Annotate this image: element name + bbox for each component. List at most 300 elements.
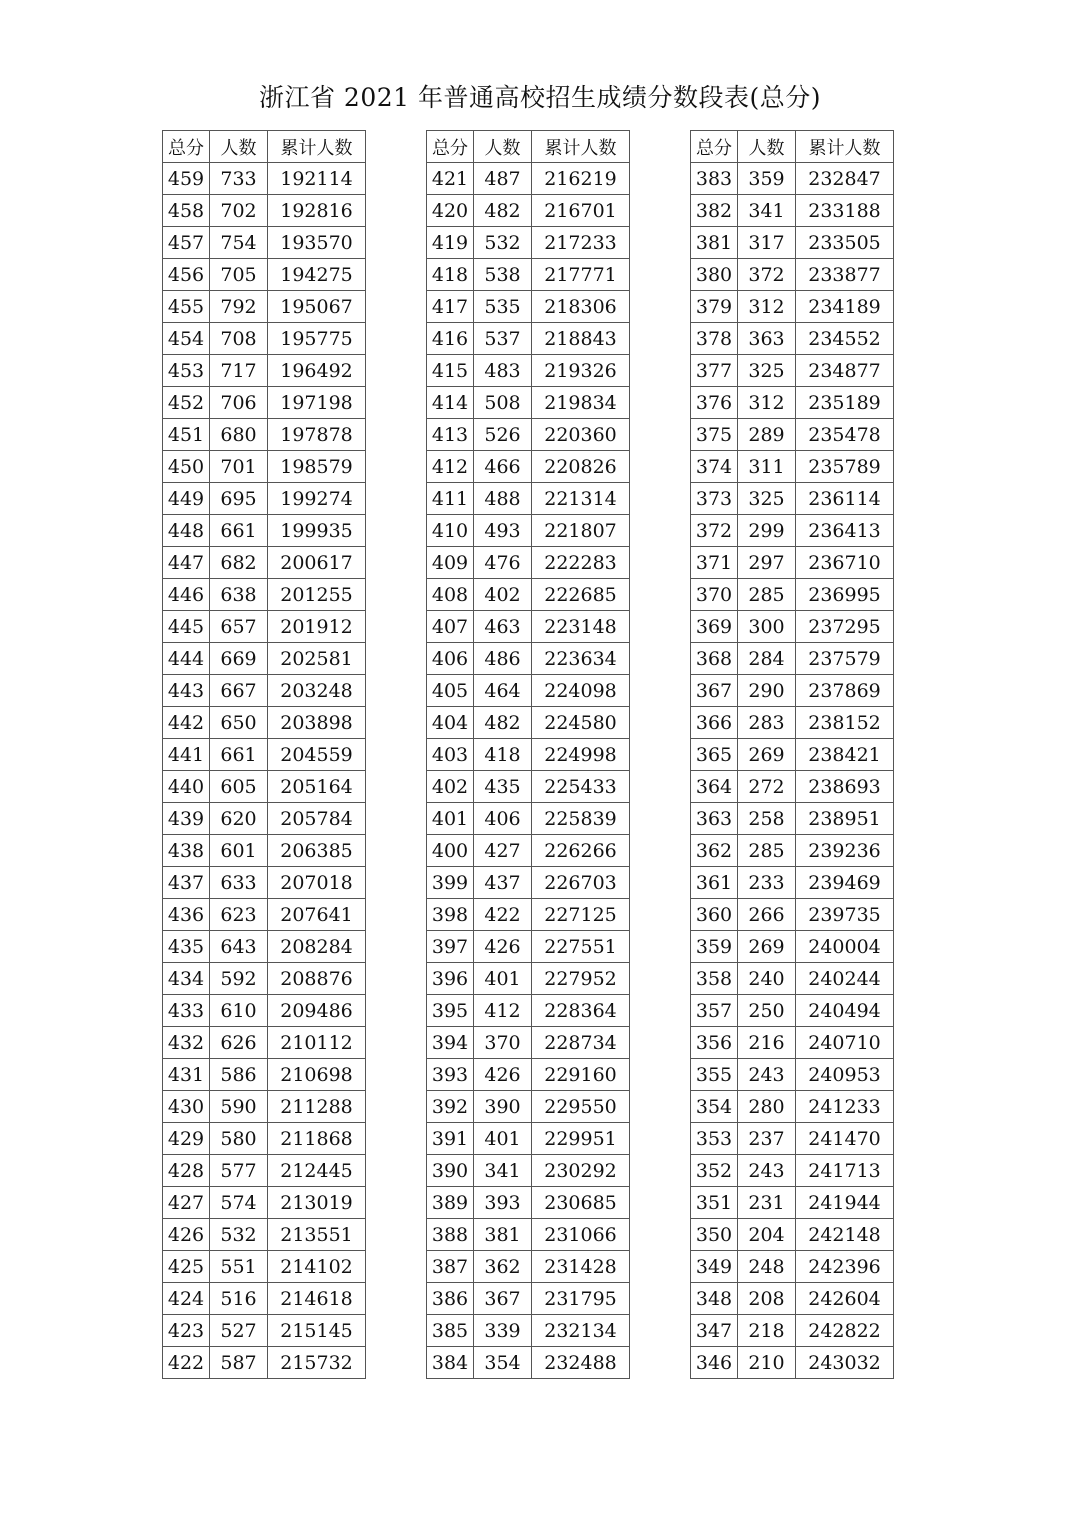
cumulative-cell: 213551: [268, 1219, 366, 1251]
table-row: [691, 1123, 894, 1155]
score-cell: 374: [691, 451, 738, 483]
count-cell: 290: [738, 675, 796, 707]
score-cell: 407: [427, 611, 474, 643]
table-row: [163, 739, 366, 771]
score-cell: 382: [691, 195, 738, 227]
cumulative-cell: 219326: [532, 355, 630, 387]
score-cell: 408: [427, 579, 474, 611]
table-row: [427, 515, 630, 547]
count-cell: 299: [738, 515, 796, 547]
count-cell: 367: [474, 1283, 532, 1315]
table-row: [163, 1155, 366, 1187]
count-cell: 682: [210, 547, 268, 579]
score-cell: 448: [163, 515, 210, 547]
score-cell: 436: [163, 899, 210, 931]
score-cell: 417: [427, 291, 474, 323]
table-row: [427, 1347, 630, 1379]
score-cell: 364: [691, 771, 738, 803]
score-cell: 378: [691, 323, 738, 355]
cumulative-cell: 195775: [268, 323, 366, 355]
score-cell: 387: [427, 1251, 474, 1283]
count-cell: 406: [474, 803, 532, 835]
score-cell: 379: [691, 291, 738, 323]
table-row: [691, 739, 894, 771]
score-cell: 419: [427, 227, 474, 259]
table-row: [163, 515, 366, 547]
count-cell: 269: [738, 739, 796, 771]
count-cell: 312: [738, 291, 796, 323]
cumulative-cell: 220826: [532, 451, 630, 483]
count-cell: 657: [210, 611, 268, 643]
table-row: [691, 643, 894, 675]
count-cell: 208: [738, 1283, 796, 1315]
count-cell: 283: [738, 707, 796, 739]
cumulative-cell: 235789: [796, 451, 894, 483]
cumulative-cell: 214618: [268, 1283, 366, 1315]
score-cell: 367: [691, 675, 738, 707]
count-cell: 538: [474, 259, 532, 291]
cumulative-cell: 236413: [796, 515, 894, 547]
count-cell: 289: [738, 419, 796, 451]
score-cell: 400: [427, 835, 474, 867]
count-cell: 285: [738, 579, 796, 611]
score-cell: 397: [427, 931, 474, 963]
count-cell: 610: [210, 995, 268, 1027]
score-cell: 447: [163, 547, 210, 579]
cumulative-cell: 204559: [268, 739, 366, 771]
score-cell: 369: [691, 611, 738, 643]
cumulative-cell: 199935: [268, 515, 366, 547]
cumulative-cell: 203248: [268, 675, 366, 707]
table-row: [691, 611, 894, 643]
header-total-score: 总分: [691, 131, 738, 163]
table-row: [427, 291, 630, 323]
table-row: [427, 707, 630, 739]
cumulative-cell: 225433: [532, 771, 630, 803]
table-row: [427, 195, 630, 227]
count-cell: 577: [210, 1155, 268, 1187]
cumulative-cell: 205784: [268, 803, 366, 835]
count-cell: 243: [738, 1059, 796, 1091]
score-cell: 411: [427, 483, 474, 515]
cumulative-cell: 223634: [532, 643, 630, 675]
table-row: [163, 963, 366, 995]
cumulative-cell: 240494: [796, 995, 894, 1027]
table-row: [427, 611, 630, 643]
cumulative-cell: 235189: [796, 387, 894, 419]
table-row: [163, 995, 366, 1027]
count-cell: 269: [738, 931, 796, 963]
count-cell: 486: [474, 643, 532, 675]
cumulative-cell: 233505: [796, 227, 894, 259]
count-cell: 508: [474, 387, 532, 419]
cumulative-cell: 192816: [268, 195, 366, 227]
table-row: [691, 1283, 894, 1315]
score-cell: 368: [691, 643, 738, 675]
score-cell: 388: [427, 1219, 474, 1251]
score-table-1: [162, 130, 366, 1379]
score-cell: 446: [163, 579, 210, 611]
score-cell: 366: [691, 707, 738, 739]
cumulative-cell: 224098: [532, 675, 630, 707]
cumulative-cell: 224580: [532, 707, 630, 739]
count-cell: 601: [210, 835, 268, 867]
cumulative-cell: 232488: [532, 1347, 630, 1379]
score-cell: 394: [427, 1027, 474, 1059]
cumulative-cell: 236995: [796, 579, 894, 611]
table-row: [691, 355, 894, 387]
table-row: [163, 1187, 366, 1219]
count-cell: 381: [474, 1219, 532, 1251]
score-cell: 427: [163, 1187, 210, 1219]
score-table-3: [690, 130, 894, 1379]
score-cell: 441: [163, 739, 210, 771]
cumulative-cell: 237869: [796, 675, 894, 707]
table-row: [427, 1027, 630, 1059]
table-row: [691, 675, 894, 707]
cumulative-cell: 220360: [532, 419, 630, 451]
cumulative-cell: 221807: [532, 515, 630, 547]
score-cell: 426: [163, 1219, 210, 1251]
count-cell: 341: [738, 195, 796, 227]
cumulative-cell: 237579: [796, 643, 894, 675]
cumulative-cell: 240244: [796, 963, 894, 995]
count-cell: 532: [210, 1219, 268, 1251]
cumulative-cell: 241233: [796, 1091, 894, 1123]
cumulative-cell: 234552: [796, 323, 894, 355]
count-cell: 483: [474, 355, 532, 387]
count-cell: 312: [738, 387, 796, 419]
count-cell: 258: [738, 803, 796, 835]
count-cell: 393: [474, 1187, 532, 1219]
table-header-row: [163, 131, 366, 163]
table-row: [163, 419, 366, 451]
cumulative-cell: 236114: [796, 483, 894, 515]
cumulative-cell: 231066: [532, 1219, 630, 1251]
table-row: [163, 1347, 366, 1379]
table-row: [427, 1315, 630, 1347]
count-cell: 325: [738, 483, 796, 515]
cumulative-cell: 238421: [796, 739, 894, 771]
table-row: [163, 1091, 366, 1123]
table-row: [427, 163, 630, 195]
table-row: [691, 419, 894, 451]
count-cell: 620: [210, 803, 268, 835]
cumulative-cell: 207641: [268, 899, 366, 931]
table-row: [691, 323, 894, 355]
score-cell: 455: [163, 291, 210, 323]
table-row: [163, 1283, 366, 1315]
table-row: [691, 1155, 894, 1187]
cumulative-cell: 210112: [268, 1027, 366, 1059]
score-cell: 381: [691, 227, 738, 259]
count-cell: 590: [210, 1091, 268, 1123]
score-cell: 449: [163, 483, 210, 515]
table-row: [691, 803, 894, 835]
count-cell: 362: [474, 1251, 532, 1283]
score-cell: 395: [427, 995, 474, 1027]
count-cell: 354: [474, 1347, 532, 1379]
count-cell: 488: [474, 483, 532, 515]
table-row: [427, 867, 630, 899]
count-cell: 466: [474, 451, 532, 483]
score-cell: 386: [427, 1283, 474, 1315]
count-cell: 240: [738, 963, 796, 995]
count-cell: 633: [210, 867, 268, 899]
cumulative-cell: 226703: [532, 867, 630, 899]
table-row: [163, 1123, 366, 1155]
score-cell: 349: [691, 1251, 738, 1283]
score-cell: 365: [691, 739, 738, 771]
table-row: [163, 579, 366, 611]
cumulative-cell: 192114: [268, 163, 366, 195]
table-row: [163, 1027, 366, 1059]
cumulative-cell: 238951: [796, 803, 894, 835]
cumulative-cell: 203898: [268, 707, 366, 739]
cumulative-cell: 217233: [532, 227, 630, 259]
table-row: [691, 771, 894, 803]
score-cell: 459: [163, 163, 210, 195]
cumulative-cell: 214102: [268, 1251, 366, 1283]
count-cell: 435: [474, 771, 532, 803]
score-cell: 456: [163, 259, 210, 291]
score-cell: 415: [427, 355, 474, 387]
count-cell: 482: [474, 707, 532, 739]
table-row: [163, 707, 366, 739]
cumulative-cell: 219834: [532, 387, 630, 419]
score-cell: 371: [691, 547, 738, 579]
count-cell: 493: [474, 515, 532, 547]
count-cell: 311: [738, 451, 796, 483]
count-cell: 643: [210, 931, 268, 963]
score-cell: 454: [163, 323, 210, 355]
score-cell: 375: [691, 419, 738, 451]
count-cell: 638: [210, 579, 268, 611]
count-cell: 422: [474, 899, 532, 931]
table-row: [691, 995, 894, 1027]
table-row: [691, 259, 894, 291]
count-cell: 231: [738, 1187, 796, 1219]
table-row: [691, 1315, 894, 1347]
count-cell: 626: [210, 1027, 268, 1059]
cumulative-cell: 216701: [532, 195, 630, 227]
score-cell: 355: [691, 1059, 738, 1091]
table-row: [427, 771, 630, 803]
header-count: 人数: [738, 131, 796, 163]
score-cell: 360: [691, 899, 738, 931]
count-cell: 586: [210, 1059, 268, 1091]
table-row: [163, 835, 366, 867]
count-cell: 695: [210, 483, 268, 515]
score-cell: 443: [163, 675, 210, 707]
cumulative-cell: 231795: [532, 1283, 630, 1315]
score-cell: 425: [163, 1251, 210, 1283]
score-cell: 362: [691, 835, 738, 867]
score-cell: 437: [163, 867, 210, 899]
table-row: [691, 483, 894, 515]
count-cell: 661: [210, 739, 268, 771]
table-row: [691, 1251, 894, 1283]
count-cell: 250: [738, 995, 796, 1027]
score-cell: 359: [691, 931, 738, 963]
score-cell: 348: [691, 1283, 738, 1315]
count-cell: 667: [210, 675, 268, 707]
table-row: [427, 803, 630, 835]
count-cell: 532: [474, 227, 532, 259]
count-cell: 574: [210, 1187, 268, 1219]
count-cell: 266: [738, 899, 796, 931]
count-cell: 243: [738, 1155, 796, 1187]
score-cell: 376: [691, 387, 738, 419]
score-cell: 347: [691, 1315, 738, 1347]
count-cell: 216: [738, 1027, 796, 1059]
count-cell: 717: [210, 355, 268, 387]
table-row: [163, 483, 366, 515]
score-cell: 352: [691, 1155, 738, 1187]
cumulative-cell: 211868: [268, 1123, 366, 1155]
score-cell: 420: [427, 195, 474, 227]
cumulative-cell: 202581: [268, 643, 366, 675]
score-cell: 429: [163, 1123, 210, 1155]
table-row: [163, 867, 366, 899]
count-cell: 285: [738, 835, 796, 867]
score-cell: 435: [163, 931, 210, 963]
cumulative-cell: 215732: [268, 1347, 366, 1379]
header-cumulative: 累计人数: [532, 131, 630, 163]
score-cell: 373: [691, 483, 738, 515]
cumulative-cell: 240004: [796, 931, 894, 963]
cumulative-cell: 201912: [268, 611, 366, 643]
table-row: [427, 963, 630, 995]
table-row: [691, 1027, 894, 1059]
cumulative-cell: 241470: [796, 1123, 894, 1155]
score-cell: 383: [691, 163, 738, 195]
count-cell: 248: [738, 1251, 796, 1283]
score-cell: 450: [163, 451, 210, 483]
table-row: [691, 707, 894, 739]
cumulative-cell: 197198: [268, 387, 366, 419]
count-cell: 605: [210, 771, 268, 803]
cumulative-cell: 242148: [796, 1219, 894, 1251]
cumulative-cell: 230292: [532, 1155, 630, 1187]
cumulative-cell: 240953: [796, 1059, 894, 1091]
cumulative-cell: 223148: [532, 611, 630, 643]
count-cell: 402: [474, 579, 532, 611]
count-cell: 705: [210, 259, 268, 291]
score-cell: 370: [691, 579, 738, 611]
cumulative-cell: 207018: [268, 867, 366, 899]
count-cell: 706: [210, 387, 268, 419]
score-cell: 392: [427, 1091, 474, 1123]
table-row: [163, 803, 366, 835]
score-cell: 361: [691, 867, 738, 899]
count-cell: 339: [474, 1315, 532, 1347]
score-cell: 390: [427, 1155, 474, 1187]
cumulative-cell: 224998: [532, 739, 630, 771]
score-cell: 399: [427, 867, 474, 899]
cumulative-cell: 241944: [796, 1187, 894, 1219]
table-row: [691, 195, 894, 227]
cumulative-cell: 216219: [532, 163, 630, 195]
score-cell: 428: [163, 1155, 210, 1187]
table-row: [163, 1219, 366, 1251]
table-row: [163, 1315, 366, 1347]
count-cell: 237: [738, 1123, 796, 1155]
count-cell: 587: [210, 1347, 268, 1379]
table-row: [427, 1283, 630, 1315]
table-row: [691, 963, 894, 995]
cumulative-cell: 233188: [796, 195, 894, 227]
score-cell: 421: [427, 163, 474, 195]
header-count: 人数: [210, 131, 268, 163]
table-header-row: [691, 131, 894, 163]
table-row: [691, 931, 894, 963]
table-row: [691, 835, 894, 867]
score-cell: 357: [691, 995, 738, 1027]
count-cell: 210: [738, 1347, 796, 1379]
count-cell: 708: [210, 323, 268, 355]
count-cell: 412: [474, 995, 532, 1027]
table-row: [163, 259, 366, 291]
count-cell: 701: [210, 451, 268, 483]
score-cell: 439: [163, 803, 210, 835]
score-cell: 402: [427, 771, 474, 803]
score-cell: 372: [691, 515, 738, 547]
count-cell: 702: [210, 195, 268, 227]
score-cell: 401: [427, 803, 474, 835]
score-cell: 406: [427, 643, 474, 675]
header-total-score: 总分: [427, 131, 474, 163]
cumulative-cell: 213019: [268, 1187, 366, 1219]
table-row: [163, 355, 366, 387]
score-cell: 442: [163, 707, 210, 739]
cumulative-cell: 242396: [796, 1251, 894, 1283]
cumulative-cell: 243032: [796, 1347, 894, 1379]
cumulative-cell: 210698: [268, 1059, 366, 1091]
cumulative-cell: 208284: [268, 931, 366, 963]
score-cell: 356: [691, 1027, 738, 1059]
table-row: [427, 835, 630, 867]
table-row: [691, 227, 894, 259]
table-row: [163, 643, 366, 675]
cumulative-cell: 198579: [268, 451, 366, 483]
score-cell: 354: [691, 1091, 738, 1123]
cumulative-cell: 230685: [532, 1187, 630, 1219]
score-cell: 384: [427, 1347, 474, 1379]
table-row: [427, 1123, 630, 1155]
score-cell: 346: [691, 1347, 738, 1379]
cumulative-cell: 206385: [268, 835, 366, 867]
score-cell: 391: [427, 1123, 474, 1155]
score-table-2: [426, 130, 630, 1379]
count-cell: 669: [210, 643, 268, 675]
table-row: [427, 323, 630, 355]
count-cell: 204: [738, 1219, 796, 1251]
score-cell: 431: [163, 1059, 210, 1091]
table-row: [691, 1059, 894, 1091]
table-header-row: [427, 131, 630, 163]
cumulative-cell: 229160: [532, 1059, 630, 1091]
cumulative-cell: 195067: [268, 291, 366, 323]
header-total-score: 总分: [163, 131, 210, 163]
score-cell: 377: [691, 355, 738, 387]
table-row: [427, 931, 630, 963]
cumulative-cell: 197878: [268, 419, 366, 451]
score-cell: 445: [163, 611, 210, 643]
count-cell: 535: [474, 291, 532, 323]
count-cell: 233: [738, 867, 796, 899]
count-cell: 661: [210, 515, 268, 547]
